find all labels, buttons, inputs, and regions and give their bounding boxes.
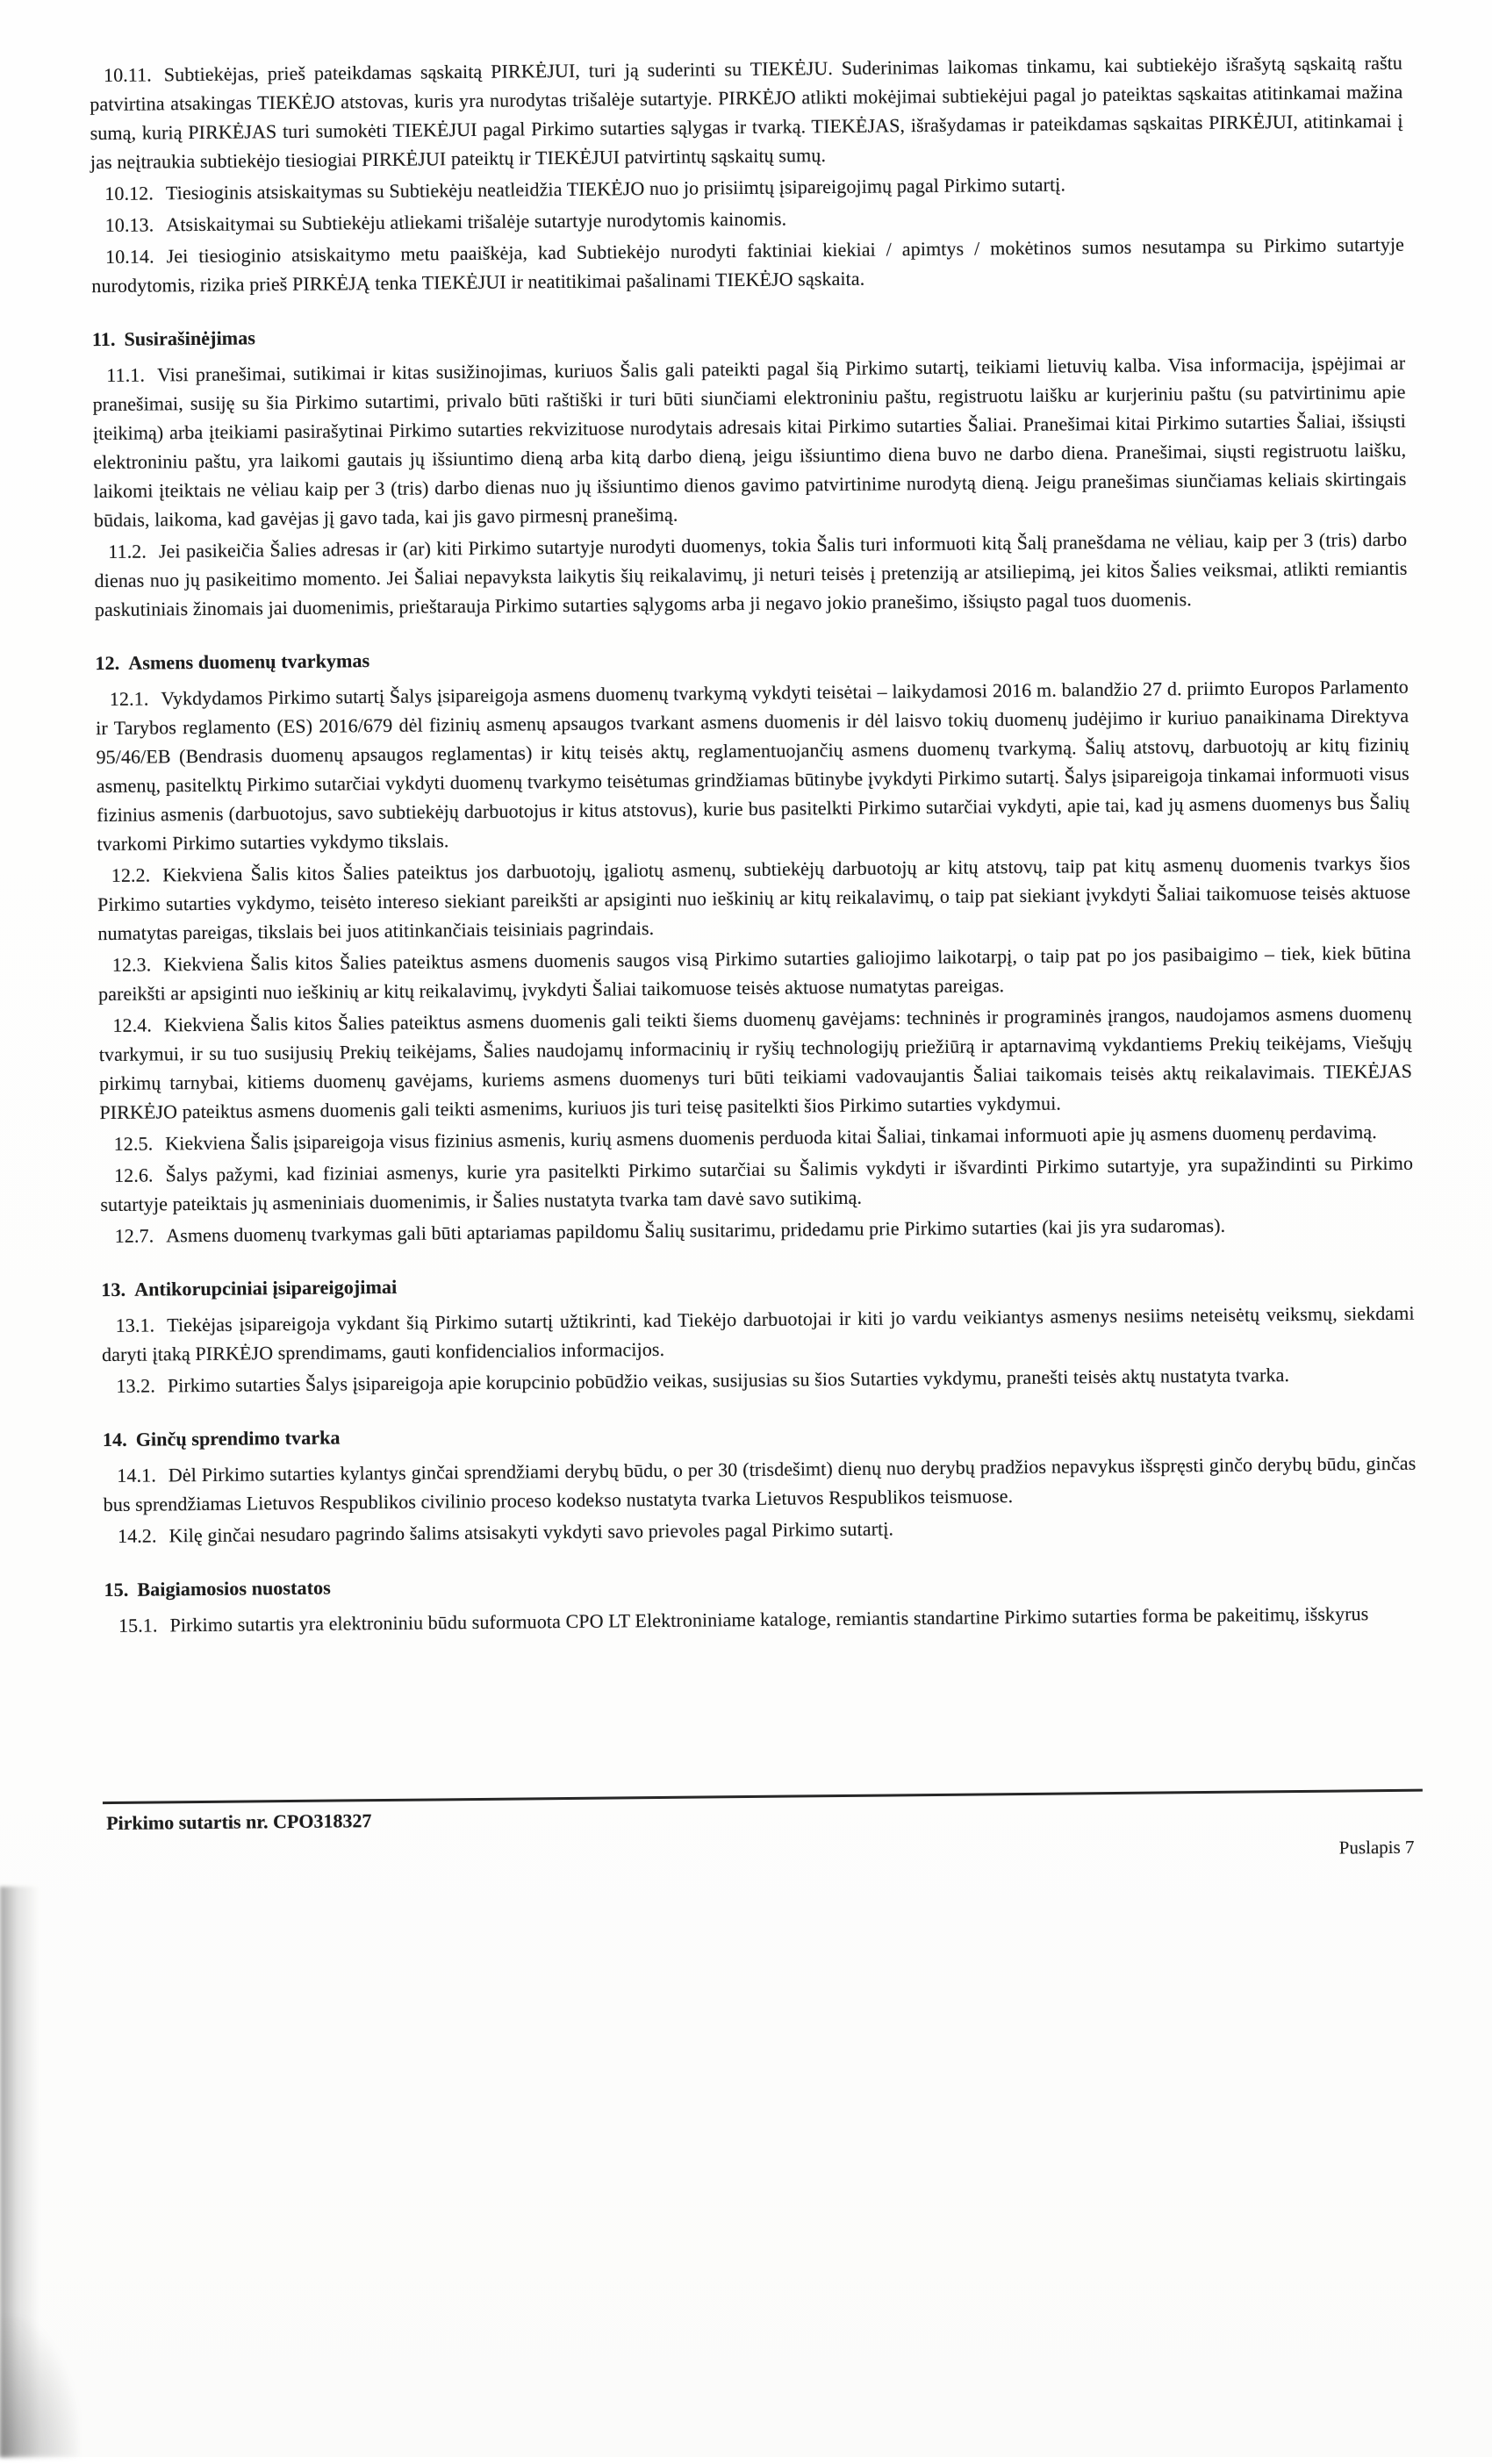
- clause-paragraph: [91, 230, 1405, 300]
- clause-text: Pirkimo sutarties Šalys įsipareigoja apie korupcinio pobūdžio veikas, susijusias su šios Sutarties vykdymu, pranešti teisės aktų nustatyta tvarka.: [167, 1364, 1290, 1397]
- scan-artifact-bottom-corner: [0, 2317, 79, 2457]
- clause-number: 12.2.: [111, 863, 151, 886]
- clause-number: 13.1.: [115, 1314, 155, 1336]
- clause-text: Tiesioginis atsiskaitymas su Subtiekėju neatleidžia TIEKĖJO nuo jo prisiimtų įsipareigojimų pagal Pirkimo sutartį.: [165, 173, 1066, 204]
- clause-number: 11.: [91, 327, 116, 351]
- heading-text: Susirašinėjimas: [124, 326, 256, 350]
- heading-text: Asmens duomenų tvarkymas: [128, 649, 370, 674]
- clause-number: 15.: [104, 1578, 129, 1601]
- clause-paragraph: [104, 1599, 1417, 1640]
- clause-paragraph: [90, 48, 1403, 176]
- clause-number: 15.1.: [118, 1614, 158, 1637]
- clause-paragraph: [100, 1149, 1414, 1219]
- clause-number: 12.4.: [112, 1014, 153, 1036]
- clause-number: 10.12.: [104, 182, 154, 204]
- clause-text: Kiekviena Šalis kitos Šalies pateiktus asmens duomenis gali teikti šiems duomenų gavėjams: techninės ir programinės įrangos, naudojamos asmens duomenų tvarkymui, ir su tuo susijusių Prekių teikėjams, Šalies naudojamų informacinių ir ryšių technologijų priežiūrą ir aptarnavimą vykdantiems Prekių teikėjams, Viešųjų pirkimų tarnybai, kitiems duomenų gavėjams, kuriems asmens duomenys turi būti teikiami vadovaujantis Šaliai taikomais teisės aktų reikalavimais. TIEKĖJAS PIRKĖJO pateiktus asmens duomenis gali teikti asmenims, kuriuos jis turi teisę pasitelkti šios Pirkimo sutarties vykdymui.: [98, 1001, 1413, 1124]
- section-heading: [95, 636, 1408, 677]
- footer-divider: [103, 1789, 1423, 1804]
- clause-number: 13.2.: [116, 1374, 155, 1397]
- clause-text: Jei tiesioginio atsiskaitymo metu paaiškėja, kad Subtiekėjo nurodyti faktiniai kiekiai / apimtys / mokėtinos sumos nesutampa su Pirkimo sutartyje nurodytomis, rizika prieš PIRKĖJĄ tenka TIEKĖJUI ir neatitikimai pašalinami TIEKĖJO sąskaita.: [91, 233, 1405, 297]
- clause-number: 12.: [95, 651, 120, 675]
- clause-number: 10.11.: [103, 63, 152, 86]
- contract-body: [90, 48, 1417, 1643]
- clause-text: Kiekviena Šalis kitos Šalies pateiktus asmens duomenis saugos visą Pirkimo sutarties galiojimo laikotarpį, o taip pat po jos pasibaigimo – tiek, kiek būtina pareikšti ar apsiginti nuo ieškinių ar kitų reikalavimų, įvykdyti Šaliai taikomuose teisės aktuose numatytas pareigas.: [97, 941, 1411, 1006]
- section-heading: [101, 1263, 1414, 1304]
- clause-paragraph: [94, 525, 1408, 624]
- clause-paragraph: [103, 1449, 1417, 1519]
- clause-number: 14.2.: [117, 1524, 157, 1547]
- clause-text: Kiekviena Šalis kitos Šalies pateiktus jos darbuotojų, įgaliotų asmenų, subtiekėjų darbuotojų ar kitų atstovų, taip pat kitų asmenų duomenis tvarkys šios Pirkimo sutarties vykdymo, teisėto intereso siekiant pareikšti ar apsiginti nuo ieškinių ar kitų reikalavimų, o taip pat siekiant įvykdyti Šaliai taikomuose teisės aktuose numatytas pareigas, tikslais bei juos atitinkančiais teisiniais pagrindais.: [97, 851, 1411, 945]
- heading-text: Ginčų sprendimo tvarka: [135, 1426, 341, 1450]
- footer-contract-number: Pirkimo sutartis nr. CPO318327: [106, 1809, 372, 1835]
- heading-text: Antikorupciniai įsipareigojimai: [134, 1275, 398, 1300]
- clause-number: 10.14.: [104, 245, 154, 268]
- clause-number: 10.13.: [104, 213, 154, 236]
- clause-number: 11.1.: [106, 363, 146, 386]
- clause-text: Asmens duomenų tvarkymas gali būti aptariamas papildomu Šalių susitarimu, pridedamu prie Pirkimo sutarties (kai jis yra sudaromas).: [166, 1214, 1226, 1247]
- clause-paragraph: [96, 672, 1410, 858]
- clause-paragraph: [102, 1299, 1416, 1369]
- clause-number: 12.1.: [109, 687, 149, 710]
- clause-text: Pirkimo sutartis yra elektroniniu būdu suformuota CPO LT Elektroniniame kataloge, remiantis standartine Pirkimo sutarties forma be pakeitimų, išskyrus: [169, 1602, 1369, 1637]
- section-heading: [103, 1413, 1416, 1454]
- clause-text: Atsiskaitymai su Subtiekėju atliekami trišalėje sutartyje nurodytomis kainomis.: [166, 207, 787, 236]
- clause-number: 14.: [102, 1428, 127, 1451]
- section-heading: [92, 312, 1405, 354]
- section-heading: [104, 1563, 1417, 1604]
- clause-paragraph: [98, 938, 1412, 1008]
- clause-paragraph: [98, 999, 1412, 1127]
- clause-paragraph: [92, 348, 1407, 534]
- clause-number: 12.7.: [114, 1224, 154, 1247]
- clause-number: 13.: [101, 1278, 126, 1301]
- heading-text: Baigiamosios nuostatos: [137, 1576, 331, 1601]
- clause-text: Jei pasikeičia Šalies adresas ir (ar) kiti Pirkimo sutartyje nurodyti duomenys, tokia Šalis turi informuoti kitą Šalį pranešdama ne vėliau, kaip per 3 (tris) darbo dienas nuo jų pasikeitimo momento. Jei Šaliai nepavyksta laikytis šių reikalavimų, ji neturi teisės į pretenziją ar atsiliepimą, jei kitos Šalies veiksmai, atlikti remiantis paskutiniais žinomais jai duomenimis, prieštarauja Pirkimo sutarties sąlygoms arba ji negavo jokio pranešimo, išsiųsto pagal tuos duomenis.: [94, 527, 1408, 621]
- clause-number: 12.3.: [111, 953, 152, 976]
- clause-text: Dėl Pirkimo sutarties kylantys ginčai sprendžiami derybų būdu, o per 30 (trisdešimt) dienų nuo derybų pradžios nepavykus išspręsti ginčo derybų būdu, ginčas bus sprendžiamas Lietuvos Respublikos civilinio proceso kodekso nustatyta tvarka Lietuvos Respublikos teismuose.: [103, 1451, 1417, 1516]
- clause-number: 14.1.: [117, 1464, 156, 1486]
- clause-text: Kiekviena Šalis įsipareigoja visus fizinius asmenis, kurių asmens duomenis perduoda kitai Šaliai, tinkamai informuoti apie jų asmens duomenų perdavimą.: [165, 1121, 1377, 1155]
- clause-paragraph: [97, 849, 1411, 948]
- clause-text: Vykdydamos Pirkimo sutartį Šalys įsipareigoja asmens duomenų tvarkymą vykdyti teisėtai – laikydamosi 2016 m. balandžio 27 d. priimto Europos Parlamento ir Tarybos reglamento (ES) 2016/679 dėl fizinių asmenų apsaugos tvarkant asmens duomenis ir dėl laisvo tokių duomenų judėjimo ir kuriuo panaikinama Direktyva 95/46/EB (Bendrasis duomenų apsaugos reglamentas) ir kitų teisės aktų, reglamentuojančių asmens duomenų tvarkymą. Šalių atstovų, darbuotojų ar kitų fizinių asmenų, pasitelktų Pirkimo sutarčiai vykdyti duomenų tvarkymo teisėtumas grindžiamas būtinybe įvykdyti Pirkimo sutartį. Šalys įsipareigoja tinkamai informuoti visus fizinius asmenis (darbuotojus, savo subtiekėjų darbuotojus ir kitus atstovus), kurie bus pasitelkti Pirkimo sutarčiai vykdyti, apie tai, kad jų asmens duomenys bus Šalių tvarkomi Pirkimo sutarties vykdymo tikslais.: [96, 675, 1410, 856]
- clause-text: Šalys pažymi, kad fiziniai asmenys, kurie yra pasitelkti Pirkimo sutarčiai su Šalimis vykdyti ir išvardinti Pirkimo sutartyje, yra supažindinti su Pirkimo sutartyje pateiktais jų asmeniniais duomenimis, ir Šalies nustatyta tvarka tam davė savo sutikimą.: [100, 1151, 1414, 1216]
- clause-text: Subtiekėjas, prieš pateikdamas sąskaitą PIRKĖJUI, turi ją suderinti su TIEKĖJU. Suderinimas laikomas tinkamu, kai subtiekėjo išrašytą sąskaitą raštu patvirtina atsakingas TIEKĖJO atstovas, kuris yra nurodytas trišalėje sutartyje. PIRKĖJO atlikti mokėjimai subtiekėjui pagal jo pateiktas sąskaitas atitinkamai mažina sumą, kurią PIRKĖJAS turi sumokėti TIEKĖJUI pagal Pirkimo sutarties sąlygas ir tvarką. TIEKĖJAS, išrašydamas ir pateikdamas sąskaitas PIRKĖJUI, atitinkamai į jas neįtraukia subtiekėjo tiesiogiai PIRKĖJUI pateiktų ir TIEKĖJUI patvirtintų sąskaitų sumų.: [90, 51, 1403, 174]
- clause-text: Tiekėjas įsipareigoja vykdant šią Pirkimo sutartį užtikrinti, kad Tiekėjo darbuotojai ir kiti jo vardu veikiantys asmenys nesiims neteisėtų veiksmų, siekdami daryti įtaką PIRKĖJO sprendimams, gauti konfidencialios informacijos.: [101, 1301, 1415, 1366]
- clause-text: Visi pranešimai, sutikimai ir kitas susižinojimas, kuriuos Šalis gali pateikti pagal šią Pirkimo sutartį, teikiami lietuvių kalba. Visa informacija, įspėjimai ar pranešimai, susiję su šia Pirkimo sutartimi, privalo būti raštiški ir turi būti siunčiami elektroniniu paštu, registruotu laišku ar kurjeriniu paštu (su patvirtinimu apie įteikimą) arba įteikiami pasirašytinai Pirkimo sutarties rekvizituose nurodytais adresais kitai Pirkimo sutarties Šaliai. Pranešimai kitai Pirkimo sutarties Šaliai, išsiųsti elektroniniu paštu, yra laikomi gautais jų išsiuntimo dieną arba kitą darbo dieną, jeigu išsiuntimo diena buvo ne darbo diena. Pranešimai, siųsti registruotu laišku, laikomi įteiktais ne vėliau kaip per 3 (tris) darbo dienas nuo jų išsiuntimo dienos gavimo patvirtinime nurodytą dieną. Jeigu pranešimas siunčiamas keliais skirtingais būdais, laikoma, kad gavėjas jį gavo tada, kai jis gavo pirmesnį pranešimą.: [92, 351, 1407, 532]
- clause-number: 11.2.: [108, 540, 147, 562]
- clause-number: 12.5.: [113, 1132, 154, 1155]
- clause-number: 12.6.: [113, 1164, 154, 1186]
- footer-page-number: Puslapis 7: [1338, 1836, 1415, 1859]
- clause-text: Kilę ginčai nesudaro pagrindo šalims atsisakyti vykdyti savo prievoles pagal Pirkimo sutartį.: [169, 1517, 894, 1547]
